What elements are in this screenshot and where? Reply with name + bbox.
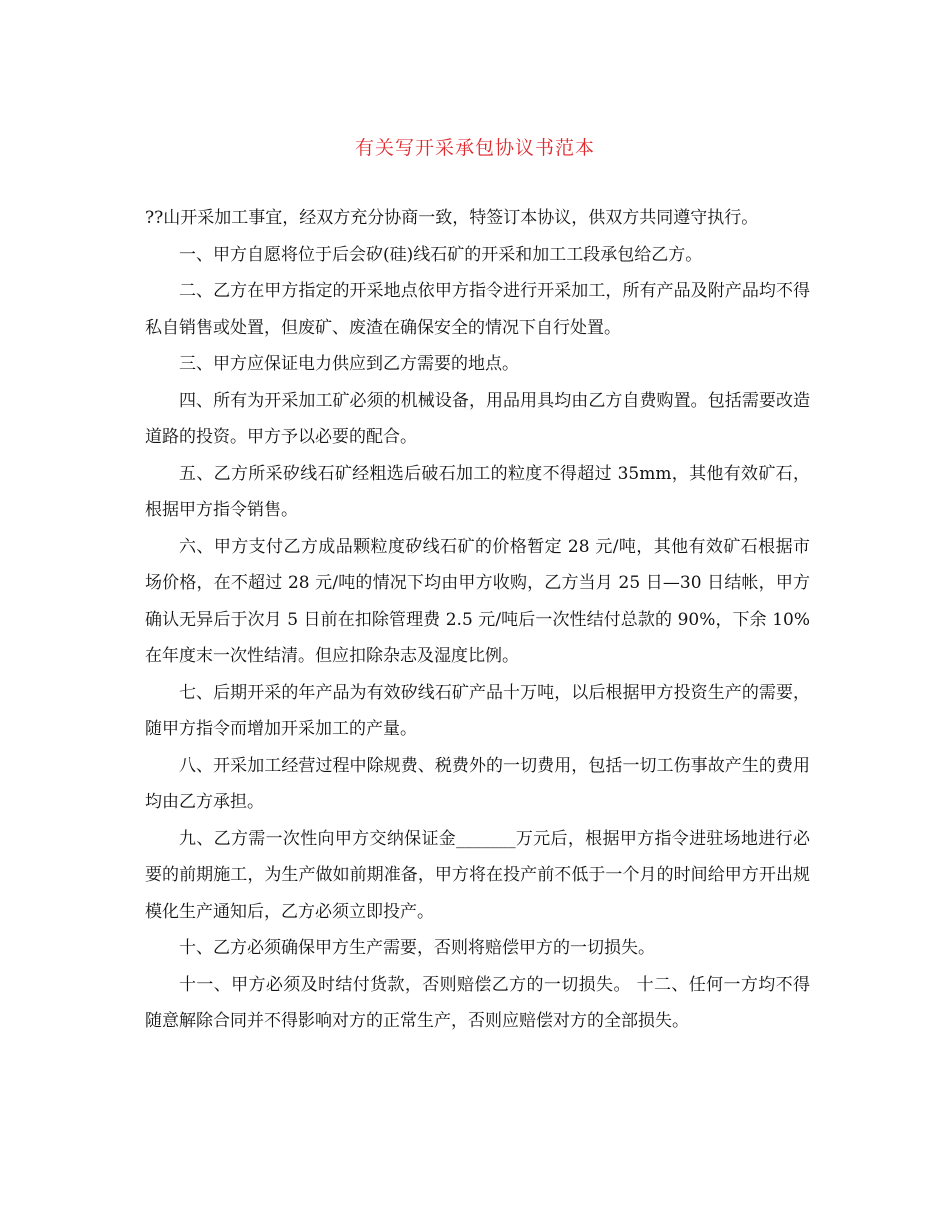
paragraph-clause-8: 八、开采加工经营过程中除规费、税费外的一切费用，包括一切工伤事故产生的费用均由乙方承担。 <box>145 755 810 812</box>
paragraph-clause-2: 二、乙方在甲方指定的开采地点依甲方指令进行开采加工，所有产品及附产品均不得私自销售或处置，但废矿、废渣在确保安全的情况下自行处置。 <box>145 281 810 338</box>
paragraph-clause-10: 十、乙方必须确保甲方生产需要，否则将赔偿甲方的一切损失。 <box>179 938 655 958</box>
document-body <box>145 200 810 1040</box>
paragraph-clause-1: 一、甲方自愿将位于后会矽(硅)线石矿的开采和加工工段承包给乙方。 <box>179 244 703 265</box>
paragraph-clause-5: 五、乙方所采矽线石矿经粗选后破石加工的粒度不得超过 35mm，其他有效矿石，根据甲方指令销售。 <box>145 463 810 520</box>
paragraph-intro: ??山开采加工事宜，经双方充分协商一致，特签订本协议，供双方共同遵守执行。 <box>145 208 759 228</box>
paragraph-clause-7: 七、后期开采的年产品为有效矽线石矿产品十万吨，以后根据甲方投资生产的需要，随甲方指令而增加开采加工的产量。 <box>145 682 810 739</box>
paragraph-clause-9: 九、乙方需一次性向甲方交纳保证金_______万元后，根据甲方指令进驻场地进行必要的前期施工，为生产做如前期准备，甲方将在投产前不低于一个月的时间给甲方开出规模化生产通知后，乙方必须立即投产。 <box>145 828 810 922</box>
paragraph-clause-3: 三、甲方应保证电力供应到乙方需要的地点。 <box>179 354 519 374</box>
paragraph-clause-4: 四、所有为开采加工矿必须的机械设备，用品用具均由乙方自费购置。包括需要改造道路的投资。甲方予以必要的配合。 <box>145 390 810 447</box>
paragraph-clause-11-12: 十一、甲方必须及时结付货款，否则赔偿乙方的一切损失。 十二、任何一方均不得随意解除合同并不得影响对方的正常生产，否则应赔偿对方的全部损失。 <box>145 974 810 1031</box>
document-title: 有关写开采承包协议书范本 <box>354 137 595 159</box>
paragraph-clause-6: 六、甲方支付乙方成品颗粒度矽线石矿的价格暂定 28 元/吨，其他有效矿石根据市场价格，在不超过 28 元/吨的情况下均由甲方收购，乙方当月 25 日—30 日结帐，甲方确认无异后于次月 5 日前在扣除管理费 2.5 元/吨后一次性结付总款的 90%，下余 10%在年度末一次性结清。但应扣除杂志及湿度比例。 <box>145 536 810 666</box>
